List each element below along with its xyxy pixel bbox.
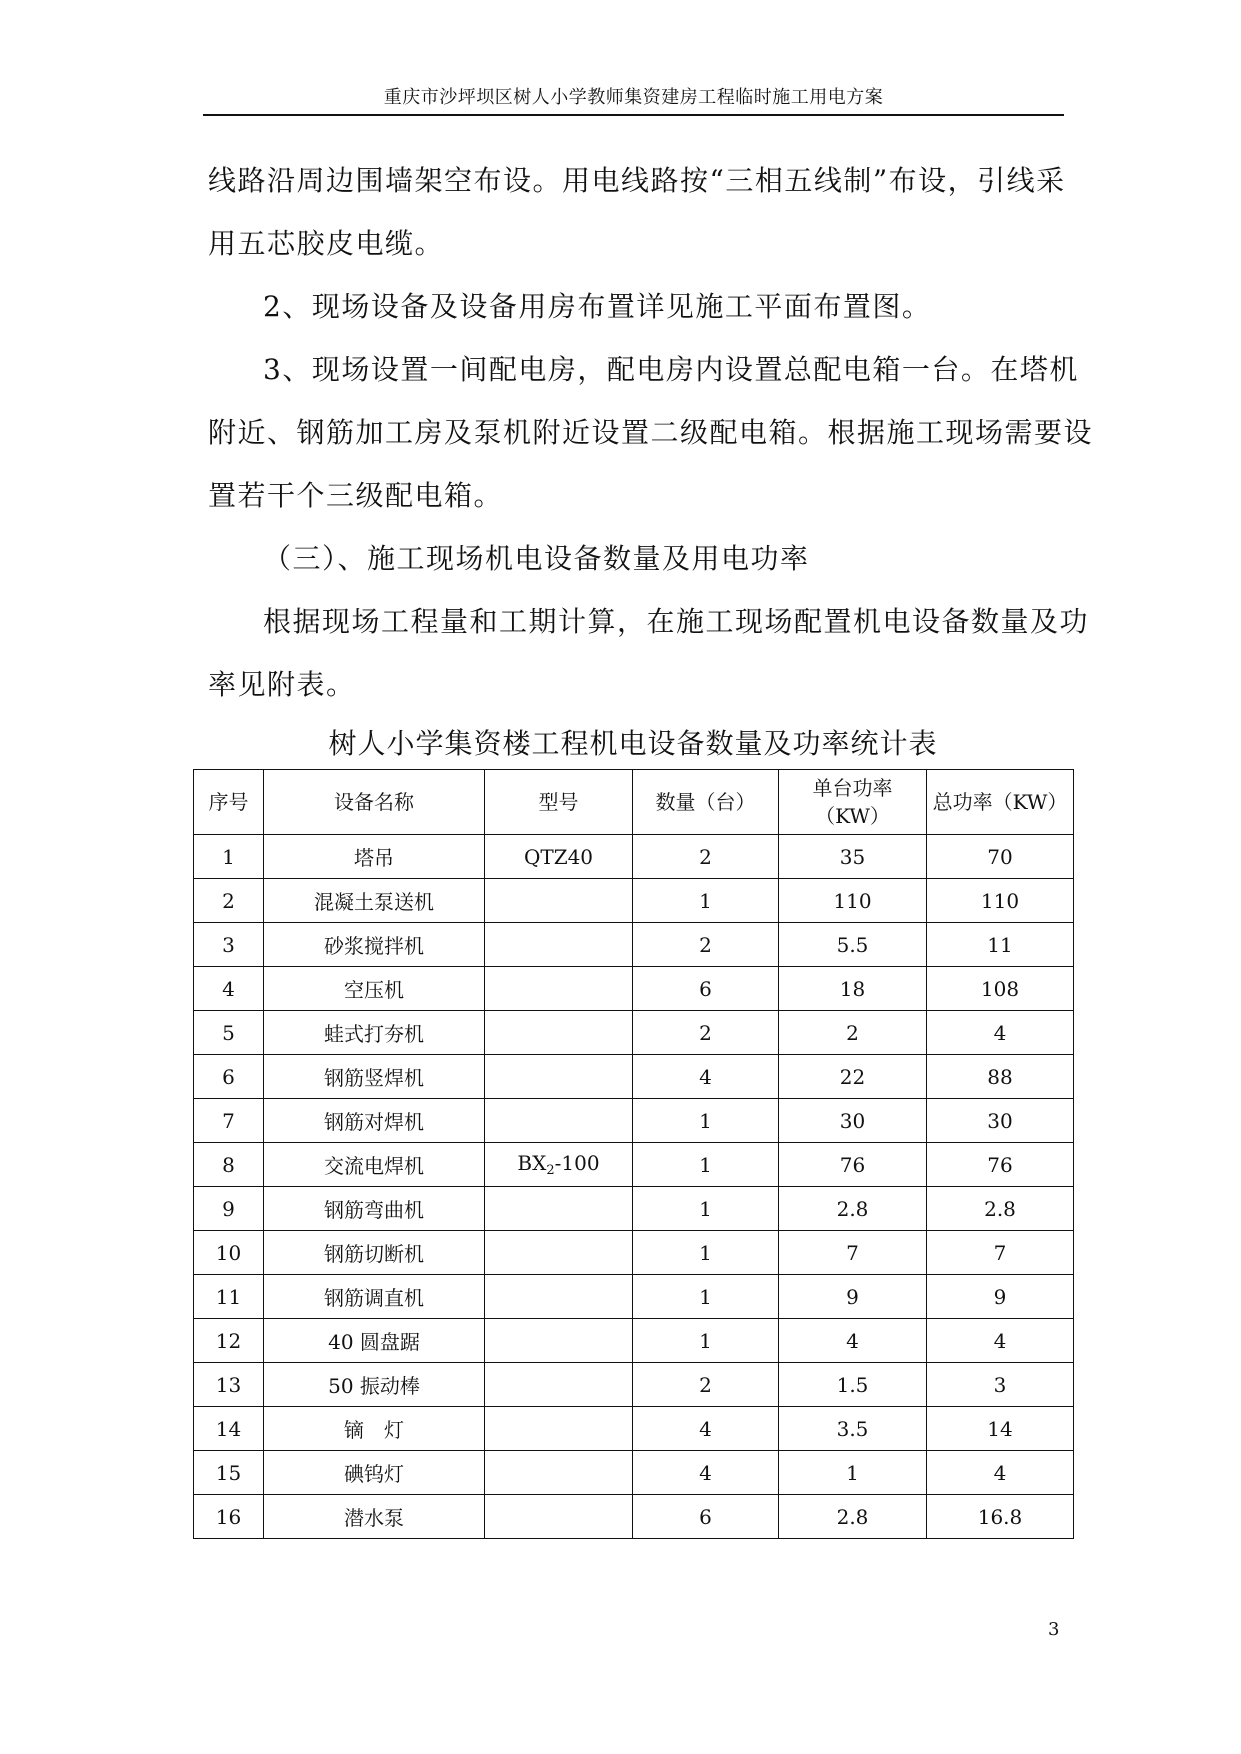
header-index: 序号 <box>194 770 264 835</box>
header-model: 型号 <box>485 770 633 835</box>
cell-quantity: 2 <box>633 1363 779 1407</box>
table-row <box>194 1231 1074 1275</box>
cell-total-power: 88 <box>927 1055 1074 1099</box>
cell-model <box>485 879 633 923</box>
cell-model: QTZ40 <box>485 835 633 879</box>
cell-name: 蛙式打夯机 <box>264 1011 485 1055</box>
cell-total-power: 2.8 <box>927 1187 1074 1231</box>
cell-model <box>485 1495 633 1539</box>
paragraph-line: 附近、钢筋加工房及泵机附近设置二级配电箱。根据施工现场需要设 <box>208 416 1094 449</box>
cell-name: 混凝土泵送机 <box>264 879 485 923</box>
header-name: 设备名称 <box>264 770 485 835</box>
paragraph-line: 3、现场设置一间配电房，配电房内设置总配电箱一台。在塔机 <box>263 353 1079 386</box>
table-row <box>194 923 1074 967</box>
equipment-table <box>193 769 1074 1539</box>
table-caption: 树人小学集资楼工程机电设备数量及功率统计表 <box>328 727 938 760</box>
cell-index: 15 <box>194 1451 264 1495</box>
cell-unit-power: 2.8 <box>779 1495 927 1539</box>
cell-unit-power: 9 <box>779 1275 927 1319</box>
cell-total-power: 11 <box>927 923 1074 967</box>
paragraph-line: 率见附表。 <box>208 668 356 701</box>
cell-model <box>485 1319 633 1363</box>
cell-total-power: 110 <box>927 879 1074 923</box>
cell-name: 镝 灯 <box>264 1407 485 1451</box>
header-total-power: 总功率（KW） <box>927 770 1074 835</box>
cell-quantity: 4 <box>633 1451 779 1495</box>
cell-name: 钢筋弯曲机 <box>264 1187 485 1231</box>
cell-total-power: 16.8 <box>927 1495 1074 1539</box>
cell-index: 13 <box>194 1363 264 1407</box>
cell-index: 11 <box>194 1275 264 1319</box>
cell-total-power: 4 <box>927 1451 1074 1495</box>
header-unit-power-line1: 单台功率 <box>812 776 893 800</box>
cell-model <box>485 1055 633 1099</box>
cell-quantity: 1 <box>633 1143 779 1187</box>
cell-index: 6 <box>194 1055 264 1099</box>
cell-model <box>485 1231 633 1275</box>
cell-unit-power: 1.5 <box>779 1363 927 1407</box>
paragraph-line: 置若干个三级配电箱。 <box>208 479 504 512</box>
cell-unit-power: 110 <box>779 879 927 923</box>
cell-model <box>485 1099 633 1143</box>
cell-unit-power: 2 <box>779 1011 927 1055</box>
cell-quantity: 1 <box>633 1319 779 1363</box>
paragraph-line: 2、现场设备及设备用房布置详见施工平面布置图。 <box>263 290 932 323</box>
cell-index: 16 <box>194 1495 264 1539</box>
cell-model <box>485 967 633 1011</box>
cell-quantity: 2 <box>633 835 779 879</box>
header-unit-power <box>779 770 927 835</box>
cell-index: 7 <box>194 1099 264 1143</box>
cell-name: 塔吊 <box>264 835 485 879</box>
cell-index: 3 <box>194 923 264 967</box>
cell-index: 14 <box>194 1407 264 1451</box>
cell-name: 空压机 <box>264 967 485 1011</box>
table-row <box>194 1099 1074 1143</box>
cell-unit-power: 1 <box>779 1451 927 1495</box>
cell-unit-power: 2.8 <box>779 1187 927 1231</box>
cell-unit-power: 5.5 <box>779 923 927 967</box>
section-heading: （三）、施工现场机电设备数量及用电功率 <box>263 542 810 575</box>
model-suffix: -100 <box>554 1151 600 1175</box>
cell-unit-power: 30 <box>779 1099 927 1143</box>
cell-quantity: 4 <box>633 1055 779 1099</box>
cell-name: 钢筋对焊机 <box>264 1099 485 1143</box>
table-row <box>194 1055 1074 1099</box>
cell-total-power: 30 <box>927 1099 1074 1143</box>
header-quantity: 数量（台） <box>633 770 779 835</box>
page-header-title: 重庆市沙坪坝区树人小学教师集资建房工程临时施工用电方案 <box>383 87 884 108</box>
cell-name: 钢筋调直机 <box>264 1275 485 1319</box>
cell-quantity: 1 <box>633 1099 779 1143</box>
cell-total-power: 4 <box>927 1011 1074 1055</box>
cell-model <box>485 1275 633 1319</box>
cell-quantity: 1 <box>633 1231 779 1275</box>
cell-quantity: 1 <box>633 1275 779 1319</box>
cell-total-power: 3 <box>927 1363 1074 1407</box>
cell-quantity: 1 <box>633 879 779 923</box>
cell-index: 12 <box>194 1319 264 1363</box>
table-row <box>194 879 1074 923</box>
cell-index: 8 <box>194 1143 264 1187</box>
cell-name: 交流电焊机 <box>264 1143 485 1187</box>
table-row <box>194 1407 1074 1451</box>
cell-total-power: 14 <box>927 1407 1074 1451</box>
model-subscript: 2 <box>546 1163 555 1178</box>
cell-unit-power: 76 <box>779 1143 927 1187</box>
cell-name: 钢筋竖焊机 <box>264 1055 485 1099</box>
header-divider <box>203 114 1064 116</box>
cell-unit-power: 18 <box>779 967 927 1011</box>
cell-unit-power: 22 <box>779 1055 927 1099</box>
table-row <box>194 1319 1074 1363</box>
table-row <box>194 1495 1074 1539</box>
cell-quantity: 2 <box>633 923 779 967</box>
table-row <box>194 1011 1074 1055</box>
cell-model <box>485 923 633 967</box>
table-row <box>194 1143 1074 1187</box>
cell-model <box>485 1143 633 1187</box>
cell-model <box>485 1363 633 1407</box>
cell-model <box>485 1187 633 1231</box>
cell-name: 钢筋切断机 <box>264 1231 485 1275</box>
table-header-row <box>194 770 1074 835</box>
cell-model <box>485 1407 633 1451</box>
cell-index: 4 <box>194 967 264 1011</box>
cell-name: 50 振动棒 <box>264 1363 485 1407</box>
paragraph-line: 线路沿周边围墙架空布设。用电线路按“三相五线制”布设，引线采 <box>208 164 1066 197</box>
cell-index: 5 <box>194 1011 264 1055</box>
cell-index: 2 <box>194 879 264 923</box>
cell-quantity: 2 <box>633 1011 779 1055</box>
header-unit-power-line2: （KW） <box>815 804 890 828</box>
cell-unit-power: 4 <box>779 1319 927 1363</box>
cell-name: 40 圆盘踞 <box>264 1319 485 1363</box>
paragraph-line: 用五芯胶皮电缆。 <box>208 227 445 260</box>
table-row <box>194 1363 1074 1407</box>
cell-index: 9 <box>194 1187 264 1231</box>
page-number: 3 <box>1048 1619 1060 1640</box>
cell-unit-power: 3.5 <box>779 1407 927 1451</box>
cell-total-power: 7 <box>927 1231 1074 1275</box>
cell-index: 1 <box>194 835 264 879</box>
table-row <box>194 1187 1074 1231</box>
cell-total-power: 9 <box>927 1275 1074 1319</box>
cell-unit-power: 35 <box>779 835 927 879</box>
table-row <box>194 967 1074 1011</box>
cell-quantity: 1 <box>633 1187 779 1231</box>
cell-quantity: 6 <box>633 967 779 1011</box>
cell-name: 碘钨灯 <box>264 1451 485 1495</box>
table-row <box>194 1451 1074 1495</box>
cell-total-power: 108 <box>927 967 1074 1011</box>
table-row <box>194 1275 1074 1319</box>
cell-total-power: 70 <box>927 835 1074 879</box>
paragraph-line: 根据现场工程量和工期计算，在施工现场配置机电设备数量及功 <box>263 605 1090 638</box>
cell-name: 砂浆搅拌机 <box>264 923 485 967</box>
cell-quantity: 6 <box>633 1495 779 1539</box>
cell-total-power: 4 <box>927 1319 1074 1363</box>
model-prefix: BX <box>517 1151 547 1175</box>
cell-model <box>485 1011 633 1055</box>
table-row <box>194 835 1074 879</box>
cell-total-power: 76 <box>927 1143 1074 1187</box>
cell-unit-power: 7 <box>779 1231 927 1275</box>
cell-quantity: 4 <box>633 1407 779 1451</box>
cell-model <box>485 1451 633 1495</box>
cell-index: 10 <box>194 1231 264 1275</box>
cell-name: 潜水泵 <box>264 1495 485 1539</box>
